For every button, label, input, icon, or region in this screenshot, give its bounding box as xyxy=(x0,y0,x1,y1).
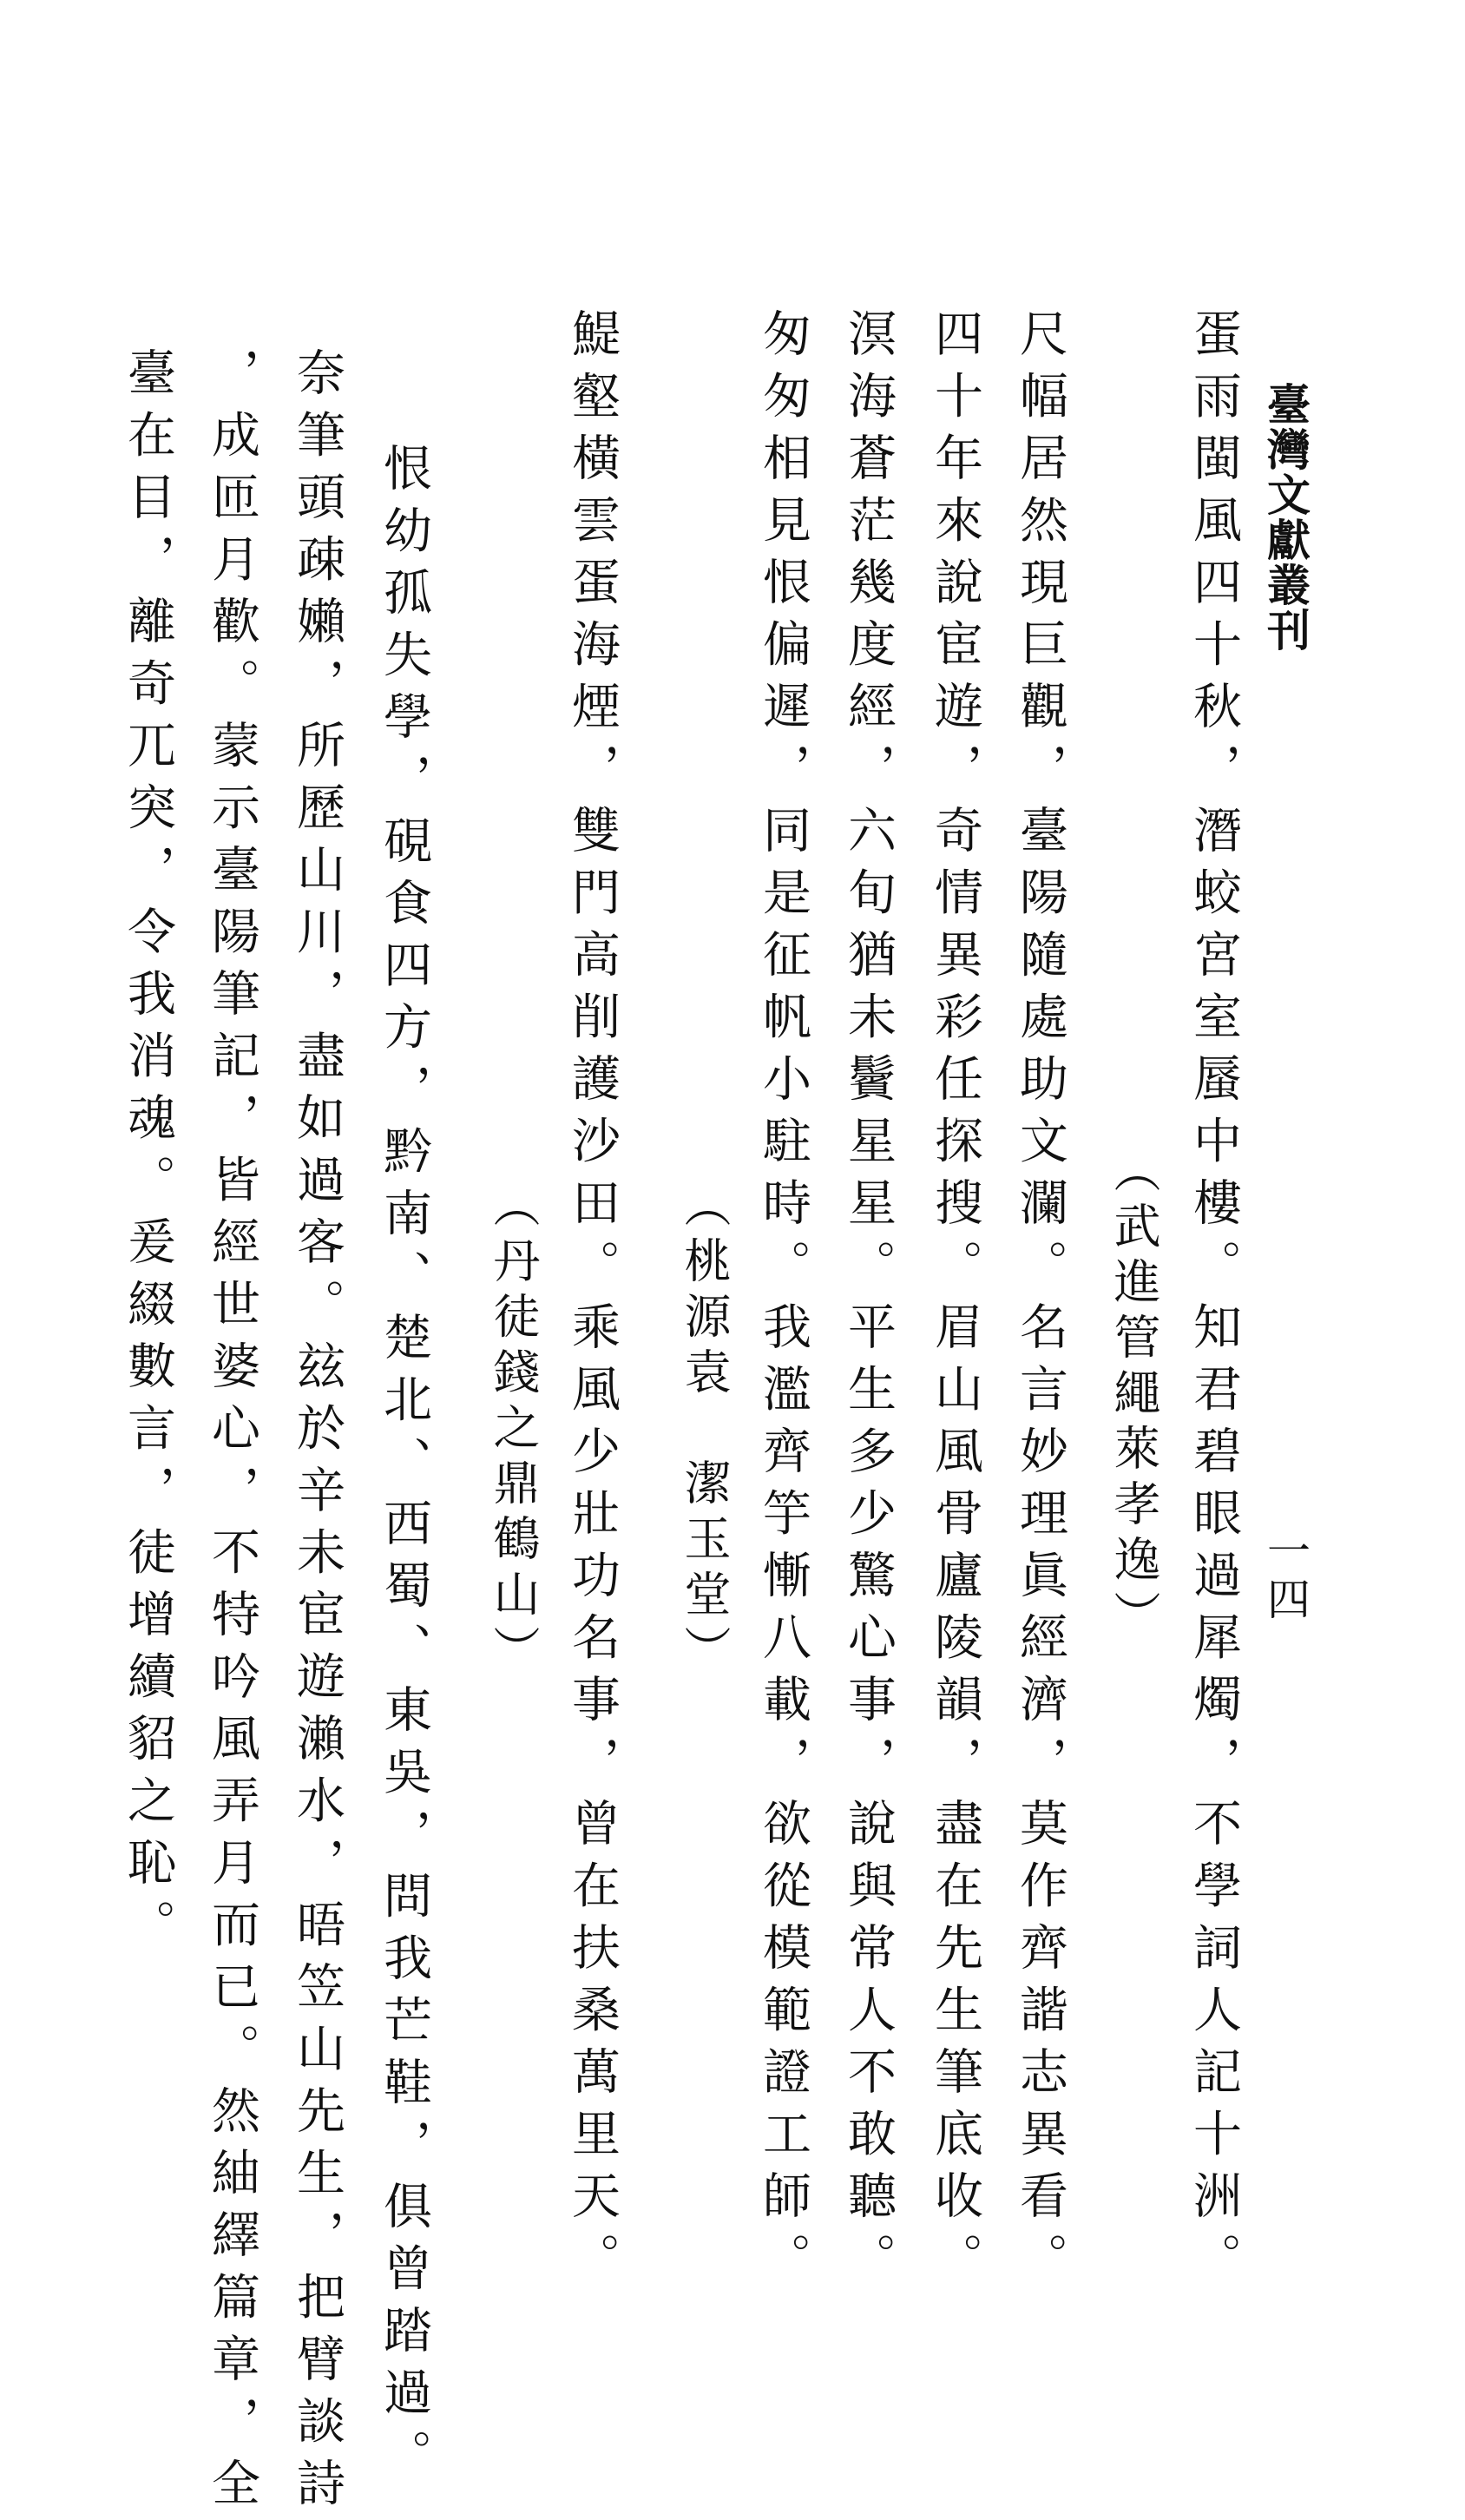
poem-3-signature: （丹徒錢之鼎鶴山） xyxy=(486,1181,541,1681)
poem-2-signature: （桃源袁 潔玉堂） xyxy=(677,1181,732,1681)
prose-line-1: 恨幼孤失學，硯食四方，黔南、楚北、西蜀、東吳，問我芒鞋，俱曾踏過。 xyxy=(376,443,432,2491)
poem-2-line-2: 四十年來說宦遊，奇情異彩任探搜。眉山風骨廬陵韻，盡在先生筆底收。 xyxy=(927,308,983,2294)
poem-2-line-1: 尺幅居然現巨觀，臺陽隨處助文瀾。名言妙理眞經濟，莫作齊諧志異看。 xyxy=(1012,308,1068,2294)
prose-line-4: 臺在目，離奇兀突，令我消魂。爰綴數言，徒增續貂之恥。 xyxy=(120,347,176,1961)
page-number: 一四 xyxy=(1260,1528,1311,1625)
prose-line-3: ，成匝月歡。蒙示臺陽筆記，皆經世婆心，不特吟風弄月而已。然紬繹篇章，全 xyxy=(204,347,260,2520)
poem-2-line-3: 溟海蒼茫幾度經，六旬猶未鬢星星。平生多少驚心事，說與常人不敢聽。 xyxy=(840,308,897,2294)
poem-1-signature: （武進管繩萊孝逸） xyxy=(1107,1146,1161,1646)
poem-2-line-4: 匆匆相見恨偏遲，同是征帆小駐時。我濫齊竽慚八載，欲從模範證工師。 xyxy=(755,308,811,2294)
poem-3-line-1: 鯷壑橫雲蛋海煙，雙門高削護沙田。乘風少壯功名事，曾在扶桑萬里天。 xyxy=(564,308,621,2294)
series-title: 臺灣文獻叢刊 xyxy=(1260,382,1311,653)
prose-line-2: 奈筆頭疎嬾，所歷山川，盡如過客。玆於辛未宦遊瀨水，晤笠山先生，把臂談詩 xyxy=(289,347,345,2520)
poem-1-line-1: 蛋雨閩風四十秋，潛蛟宮室蜃中樓。知君碧眼過犀燭，不學詞人記十洲。 xyxy=(1186,308,1242,2294)
